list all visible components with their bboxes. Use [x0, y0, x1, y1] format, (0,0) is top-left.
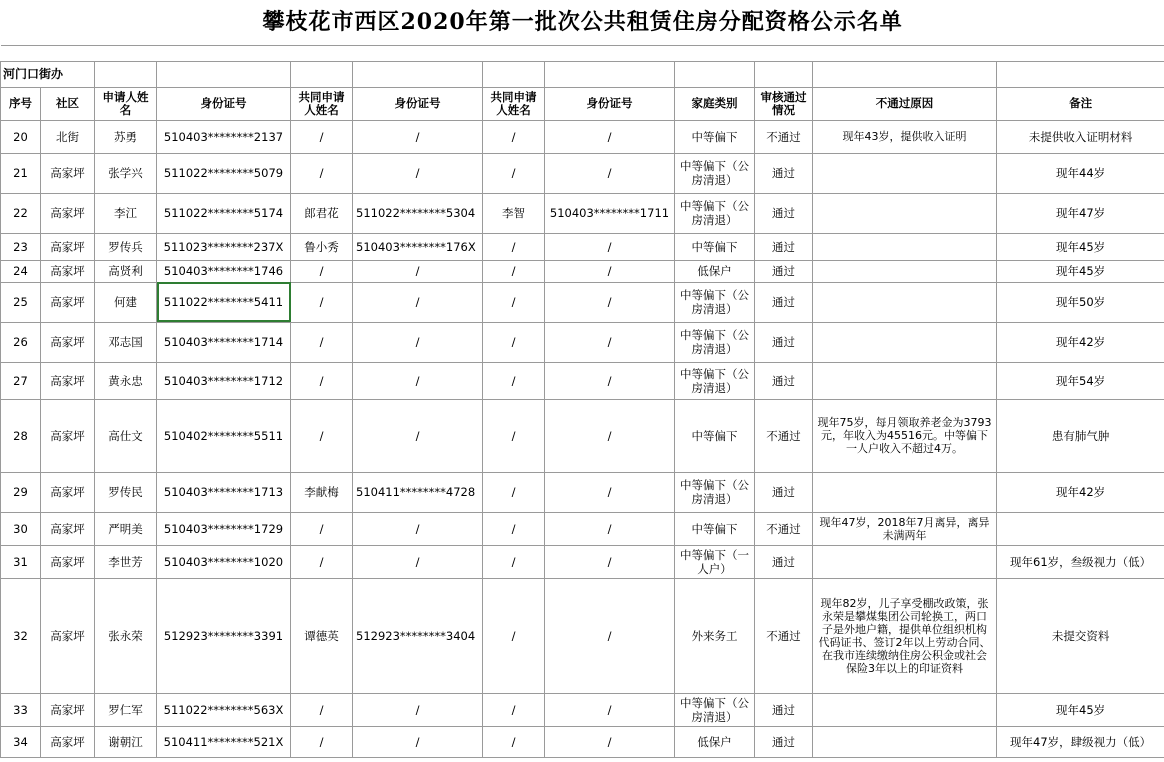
cell-id-number[interactable]: 510403********1729 [157, 512, 291, 545]
cell-co-applicant-2-id[interactable]: / [545, 726, 675, 757]
cell-applicant[interactable]: 邓志国 [95, 322, 157, 362]
header-remark[interactable]: 备注 [997, 87, 1164, 120]
cell-reject-reason[interactable] [813, 545, 997, 578]
cell-co-applicant-2[interactable]: / [483, 362, 545, 399]
cell-co-applicant-2-id[interactable]: / [545, 322, 675, 362]
header-co-applicant-2-id[interactable]: 身份证号 [545, 87, 675, 120]
cell-community[interactable]: 高家坪 [41, 726, 95, 757]
blank-cell[interactable] [157, 61, 291, 87]
cell-co-applicant-2[interactable]: 李智 [483, 193, 545, 233]
blank-cell[interactable] [755, 61, 813, 87]
blank-cell[interactable] [813, 61, 997, 87]
cell-community[interactable]: 高家坪 [41, 362, 95, 399]
cell-id-number[interactable]: 510403********1712 [157, 362, 291, 399]
cell-remark[interactable]: 未提交资料 [997, 578, 1164, 693]
cell-seq[interactable]: 20 [1, 120, 41, 153]
cell-applicant[interactable]: 高仕文 [95, 399, 157, 472]
cell-seq[interactable]: 28 [1, 399, 41, 472]
cell-community[interactable]: 高家坪 [41, 512, 95, 545]
table-row [1, 322, 1164, 362]
cell-seq[interactable]: 26 [1, 322, 41, 362]
cell-community[interactable]: 高家坪 [41, 399, 95, 472]
cell-co-applicant-2-id[interactable]: / [545, 578, 675, 693]
cell-community[interactable]: 高家坪 [41, 693, 95, 726]
cell-id-number[interactable]: 510403********1020 [157, 545, 291, 578]
cell-family-type[interactable]: 中等偏下 [675, 399, 755, 472]
table-row [1, 362, 1164, 399]
cell-community[interactable]: 高家坪 [41, 545, 95, 578]
cell-seq[interactable]: 23 [1, 233, 41, 260]
cell-co-applicant-2-id[interactable]: / [545, 282, 675, 322]
cell-remark[interactable]: 患有肺气肿 [997, 399, 1164, 472]
cell-co-applicant-2-id[interactable]: / [545, 260, 675, 282]
cell-co-applicant-2[interactable]: / [483, 153, 545, 193]
table-row [1, 512, 1164, 545]
cell-review-status[interactable]: 通过 [755, 233, 813, 260]
cell-seq[interactable]: 21 [1, 153, 41, 193]
cell-co-applicant-1[interactable]: / [291, 260, 353, 282]
cell-co-applicant-1-id[interactable]: / [353, 726, 483, 757]
cell-co-applicant-2[interactable]: / [483, 233, 545, 260]
table-row [1, 399, 1164, 472]
cell-family-type[interactable]: 低保户 [675, 726, 755, 757]
cell-remark[interactable]: 现年47岁 [997, 193, 1164, 233]
cell-co-applicant-1-id[interactable]: / [353, 362, 483, 399]
cell-review-status[interactable]: 通过 [755, 322, 813, 362]
cell-co-applicant-2[interactable]: / [483, 282, 545, 322]
cell-co-applicant-2-id[interactable]: / [545, 472, 675, 512]
cell-remark[interactable] [997, 512, 1164, 545]
cell-family-type[interactable]: 中等偏下（一人户） [675, 545, 755, 578]
blank-cell[interactable] [675, 61, 755, 87]
cell-applicant[interactable]: 张学兴 [95, 153, 157, 193]
cell-family-type[interactable]: 中等偏下（公房清退） [675, 193, 755, 233]
cell-reject-reason[interactable] [813, 153, 997, 193]
cell-family-type[interactable]: 低保户 [675, 260, 755, 282]
office-name[interactable]: 河门口街办 [1, 61, 95, 87]
cell-co-applicant-1[interactable]: / [291, 322, 353, 362]
cell-applicant[interactable]: 李世芳 [95, 545, 157, 578]
cell-co-applicant-1-id[interactable]: / [353, 282, 483, 322]
blank-cell[interactable] [353, 61, 483, 87]
cell-applicant[interactable]: 黄永忠 [95, 362, 157, 399]
cell-seq[interactable]: 25 [1, 282, 41, 322]
cell-co-applicant-2-id[interactable]: / [545, 512, 675, 545]
cell-applicant[interactable]: 张永荣 [95, 578, 157, 693]
cell-community[interactable]: 高家坪 [41, 260, 95, 282]
cell-co-applicant-1[interactable]: / [291, 512, 353, 545]
cell-applicant[interactable]: 罗仁军 [95, 693, 157, 726]
cell-co-applicant-1-id[interactable]: / [353, 120, 483, 153]
cell-co-applicant-1-id[interactable]: / [353, 545, 483, 578]
cell-co-applicant-1[interactable]: / [291, 362, 353, 399]
cell-applicant[interactable]: 高贤利 [95, 260, 157, 282]
cell-family-type[interactable]: 外来务工 [675, 578, 755, 693]
cell-community[interactable]: 高家坪 [41, 282, 95, 322]
cell-seq[interactable]: 34 [1, 726, 41, 757]
cell-co-applicant-2[interactable]: / [483, 545, 545, 578]
cell-co-applicant-2-id[interactable]: / [545, 362, 675, 399]
cell-co-applicant-2-id[interactable]: / [545, 233, 675, 260]
cell-seq[interactable]: 30 [1, 512, 41, 545]
cell-community[interactable]: 北街 [41, 120, 95, 153]
cell-co-applicant-2-id[interactable]: / [545, 153, 675, 193]
cell-remark[interactable]: 现年47岁，肆级视力（低） [997, 726, 1164, 757]
cell-co-applicant-1[interactable]: 谭德英 [291, 578, 353, 693]
cell-co-applicant-1[interactable]: / [291, 120, 353, 153]
cell-co-applicant-1[interactable]: 鲁小秀 [291, 233, 353, 260]
cell-co-applicant-2-id[interactable]: / [545, 693, 675, 726]
cell-review-status[interactable]: 通过 [755, 472, 813, 512]
cell-review-status[interactable]: 通过 [755, 693, 813, 726]
cell-review-status[interactable]: 不通过 [755, 120, 813, 153]
cell-co-applicant-1[interactable]: / [291, 399, 353, 472]
cell-reject-reason[interactable] [813, 233, 997, 260]
cell-community[interactable]: 高家坪 [41, 578, 95, 693]
cell-remark[interactable]: 现年45岁 [997, 260, 1164, 282]
table-row [1, 233, 1164, 260]
cell-co-applicant-1-id[interactable]: / [353, 399, 483, 472]
cell-co-applicant-1[interactable]: 郎君花 [291, 193, 353, 233]
cell-applicant[interactable]: 苏勇 [95, 120, 157, 153]
blank-cell[interactable] [95, 61, 157, 87]
cell-co-applicant-1-id[interactable]: 510411********4728 [353, 472, 483, 512]
table-row [1, 693, 1164, 726]
header-seq[interactable]: 序号 [1, 87, 41, 120]
cell-id-number[interactable]: 510403********2137 [157, 120, 291, 153]
header-co-applicant-2[interactable]: 共同申请人姓名 [483, 87, 545, 120]
cell-co-applicant-2[interactable]: / [483, 578, 545, 693]
cell-id-number[interactable]: 510403********1746 [157, 260, 291, 282]
cell-seq[interactable]: 32 [1, 578, 41, 693]
cell-co-applicant-1-id[interactable]: / [353, 260, 483, 282]
cell-co-applicant-2[interactable]: / [483, 399, 545, 472]
cell-seq[interactable]: 27 [1, 362, 41, 399]
cell-review-status[interactable]: 不通过 [755, 512, 813, 545]
cell-remark[interactable]: 现年42岁 [997, 322, 1164, 362]
cell-co-applicant-1-id[interactable]: 510403********176X [353, 233, 483, 260]
header-co-applicant-1-id[interactable]: 身份证号 [353, 87, 483, 120]
cell-community[interactable]: 高家坪 [41, 193, 95, 233]
cell-family-type[interactable]: 中等偏下 [675, 233, 755, 260]
cell-applicant[interactable]: 罗传民 [95, 472, 157, 512]
cell-id-number[interactable]: 510402********5511 [157, 399, 291, 472]
blank-cell[interactable] [545, 61, 675, 87]
cell-co-applicant-1[interactable]: / [291, 693, 353, 726]
cell-co-applicant-1-id[interactable]: 511022********5304 [353, 193, 483, 233]
cell-family-type[interactable]: 中等偏下（公房清退） [675, 282, 755, 322]
cell-co-applicant-1[interactable]: / [291, 726, 353, 757]
header-review-status[interactable]: 审核通过情况 [755, 87, 813, 120]
cell-id-number[interactable]: 510411********521X [157, 726, 291, 757]
header-co-applicant-1[interactable]: 共同申请人姓名 [291, 87, 353, 120]
header-id[interactable]: 身份证号 [157, 87, 291, 120]
cell-reject-reason[interactable]: 现年82岁，儿子享受棚改政策，张永荣是攀煤集团公司轮换工，两口子是外地户籍，提供单位组织机构代码证书、签订2年以上劳动合同、在我市连续缴纳住房公积金或社会保险3年以上的印证资料 [813, 578, 997, 693]
table-row [1, 726, 1164, 757]
cell-family-type[interactable]: 中等偏下（公房清退） [675, 322, 755, 362]
cell-co-applicant-2-id[interactable]: / [545, 399, 675, 472]
cell-co-applicant-1[interactable]: / [291, 153, 353, 193]
cell-co-applicant-1[interactable]: 李献梅 [291, 472, 353, 512]
table-row [1, 578, 1164, 693]
cell-id-number[interactable]: 510403********1714 [157, 322, 291, 362]
spacer-row [1, 45, 1164, 61]
cell-reject-reason[interactable]: 现年75岁，每月领取养老金为3793元，年收入为45516元。中等偏下一人户收入不超过4万。 [813, 399, 997, 472]
cell-community[interactable]: 高家坪 [41, 153, 95, 193]
header-family-type[interactable]: 家庭类别 [675, 87, 755, 120]
table-row [1, 120, 1164, 153]
cell-co-applicant-2-id[interactable]: 510403********1711 [545, 193, 675, 233]
cell-reject-reason[interactable] [813, 362, 997, 399]
cell-co-applicant-2[interactable]: / [483, 260, 545, 282]
cell-remark[interactable]: 现年45岁 [997, 233, 1164, 260]
cell-seq[interactable]: 29 [1, 472, 41, 512]
cell-applicant[interactable]: 谢朝江 [95, 726, 157, 757]
cell-remark[interactable]: 现年44岁 [997, 153, 1164, 193]
cell-co-applicant-1-id[interactable]: 512923********3404 [353, 578, 483, 693]
cell-co-applicant-1-id[interactable]: / [353, 693, 483, 726]
cell-id-number[interactable]: 511022********5079 [157, 153, 291, 193]
cell-co-applicant-2-id[interactable]: / [545, 545, 675, 578]
table-row [1, 260, 1164, 282]
cell-id-number[interactable]: 511023********237X [157, 233, 291, 260]
cell-remark[interactable]: 现年50岁 [997, 282, 1164, 322]
cell-community[interactable]: 高家坪 [41, 472, 95, 512]
cell-reject-reason[interactable]: 现年47岁，2018年7月离异，离异未满两年 [813, 512, 997, 545]
cell-reject-reason[interactable] [813, 472, 997, 512]
cell-id-number[interactable]: 512923********3391 [157, 578, 291, 693]
blank-cell[interactable] [483, 61, 545, 87]
cell-co-applicant-2-id[interactable]: / [545, 120, 675, 153]
cell-family-type[interactable]: 中等偏下 [675, 120, 755, 153]
table-row [1, 472, 1164, 512]
cell-applicant[interactable]: 罗传兵 [95, 233, 157, 260]
cell-remark[interactable]: 未提供收入证明材料 [997, 120, 1164, 153]
cell-review-status[interactable]: 通过 [755, 545, 813, 578]
cell-review-status[interactable]: 通过 [755, 726, 813, 757]
cell-review-status[interactable]: 通过 [755, 282, 813, 322]
cell-family-type[interactable]: 中等偏下（公房清退） [675, 362, 755, 399]
cell-review-status[interactable]: 通过 [755, 153, 813, 193]
cell-family-type[interactable]: 中等偏下 [675, 512, 755, 545]
cell-seq[interactable]: 33 [1, 693, 41, 726]
page-title: 攀枝花市西区2020年第一批次公共租赁住房分配资格公示名单 [1, 0, 1164, 45]
cell-co-applicant-2[interactable]: / [483, 120, 545, 153]
cell-remark[interactable]: 现年54岁 [997, 362, 1164, 399]
cell-reject-reason[interactable] [813, 193, 997, 233]
cell-review-status[interactable]: 通过 [755, 362, 813, 399]
cell-id-number[interactable]: 511022********5174 [157, 193, 291, 233]
header-reject-reason[interactable]: 不通过原因 [813, 87, 997, 120]
cell-family-type[interactable]: 中等偏下（公房清退） [675, 693, 755, 726]
table-row [1, 193, 1164, 233]
cell-community[interactable]: 高家坪 [41, 233, 95, 260]
cell-reject-reason[interactable] [813, 726, 997, 757]
cell-community[interactable]: 高家坪 [41, 322, 95, 362]
blank-cell[interactable] [291, 61, 353, 87]
cell-co-applicant-1-id[interactable]: / [353, 512, 483, 545]
cell-reject-reason[interactable] [813, 260, 997, 282]
cell-id-number[interactable]: 511022********563X [157, 693, 291, 726]
cell-co-applicant-2[interactable]: / [483, 726, 545, 757]
cell-seq[interactable]: 31 [1, 545, 41, 578]
cell-applicant[interactable]: 严明美 [95, 512, 157, 545]
cell-remark[interactable]: 现年61岁，叁级视力（低） [997, 545, 1164, 578]
cell-co-applicant-1[interactable]: / [291, 282, 353, 322]
cell-seq[interactable]: 24 [1, 260, 41, 282]
cell-review-status[interactable]: 通过 [755, 193, 813, 233]
cell-review-status[interactable]: 不通过 [755, 578, 813, 693]
table-row [1, 545, 1164, 578]
cell-id-number[interactable]: 511022********5411 [157, 282, 291, 322]
cell-id-number[interactable]: 510403********1713 [157, 472, 291, 512]
cell-applicant[interactable]: 李江 [95, 193, 157, 233]
cell-review-status[interactable]: 通过 [755, 260, 813, 282]
cell-family-type[interactable]: 中等偏下（公房清退） [675, 472, 755, 512]
cell-co-applicant-2[interactable]: / [483, 322, 545, 362]
cell-co-applicant-1-id[interactable]: / [353, 322, 483, 362]
blank-cell[interactable] [997, 61, 1164, 87]
cell-co-applicant-1[interactable]: / [291, 545, 353, 578]
cell-reject-reason[interactable] [813, 282, 997, 322]
cell-co-applicant-1-id[interactable]: / [353, 153, 483, 193]
cell-reject-reason[interactable]: 现年43岁，提供收入证明 [813, 120, 997, 153]
header-community[interactable]: 社区 [41, 87, 95, 120]
table-row [1, 153, 1164, 193]
cell-reject-reason[interactable] [813, 322, 997, 362]
table-row [1, 282, 1164, 322]
cell-co-applicant-2[interactable]: / [483, 472, 545, 512]
cell-remark[interactable]: 现年42岁 [997, 472, 1164, 512]
cell-co-applicant-2[interactable]: / [483, 512, 545, 545]
header-applicant[interactable]: 申请人姓名 [95, 87, 157, 120]
cell-co-applicant-2[interactable]: / [483, 693, 545, 726]
cell-reject-reason[interactable] [813, 693, 997, 726]
cell-family-type[interactable]: 中等偏下（公房清退） [675, 153, 755, 193]
cell-remark[interactable]: 现年45岁 [997, 693, 1164, 726]
cell-applicant[interactable]: 何建 [95, 282, 157, 322]
cell-seq[interactable]: 22 [1, 193, 41, 233]
cell-review-status[interactable]: 不通过 [755, 399, 813, 472]
